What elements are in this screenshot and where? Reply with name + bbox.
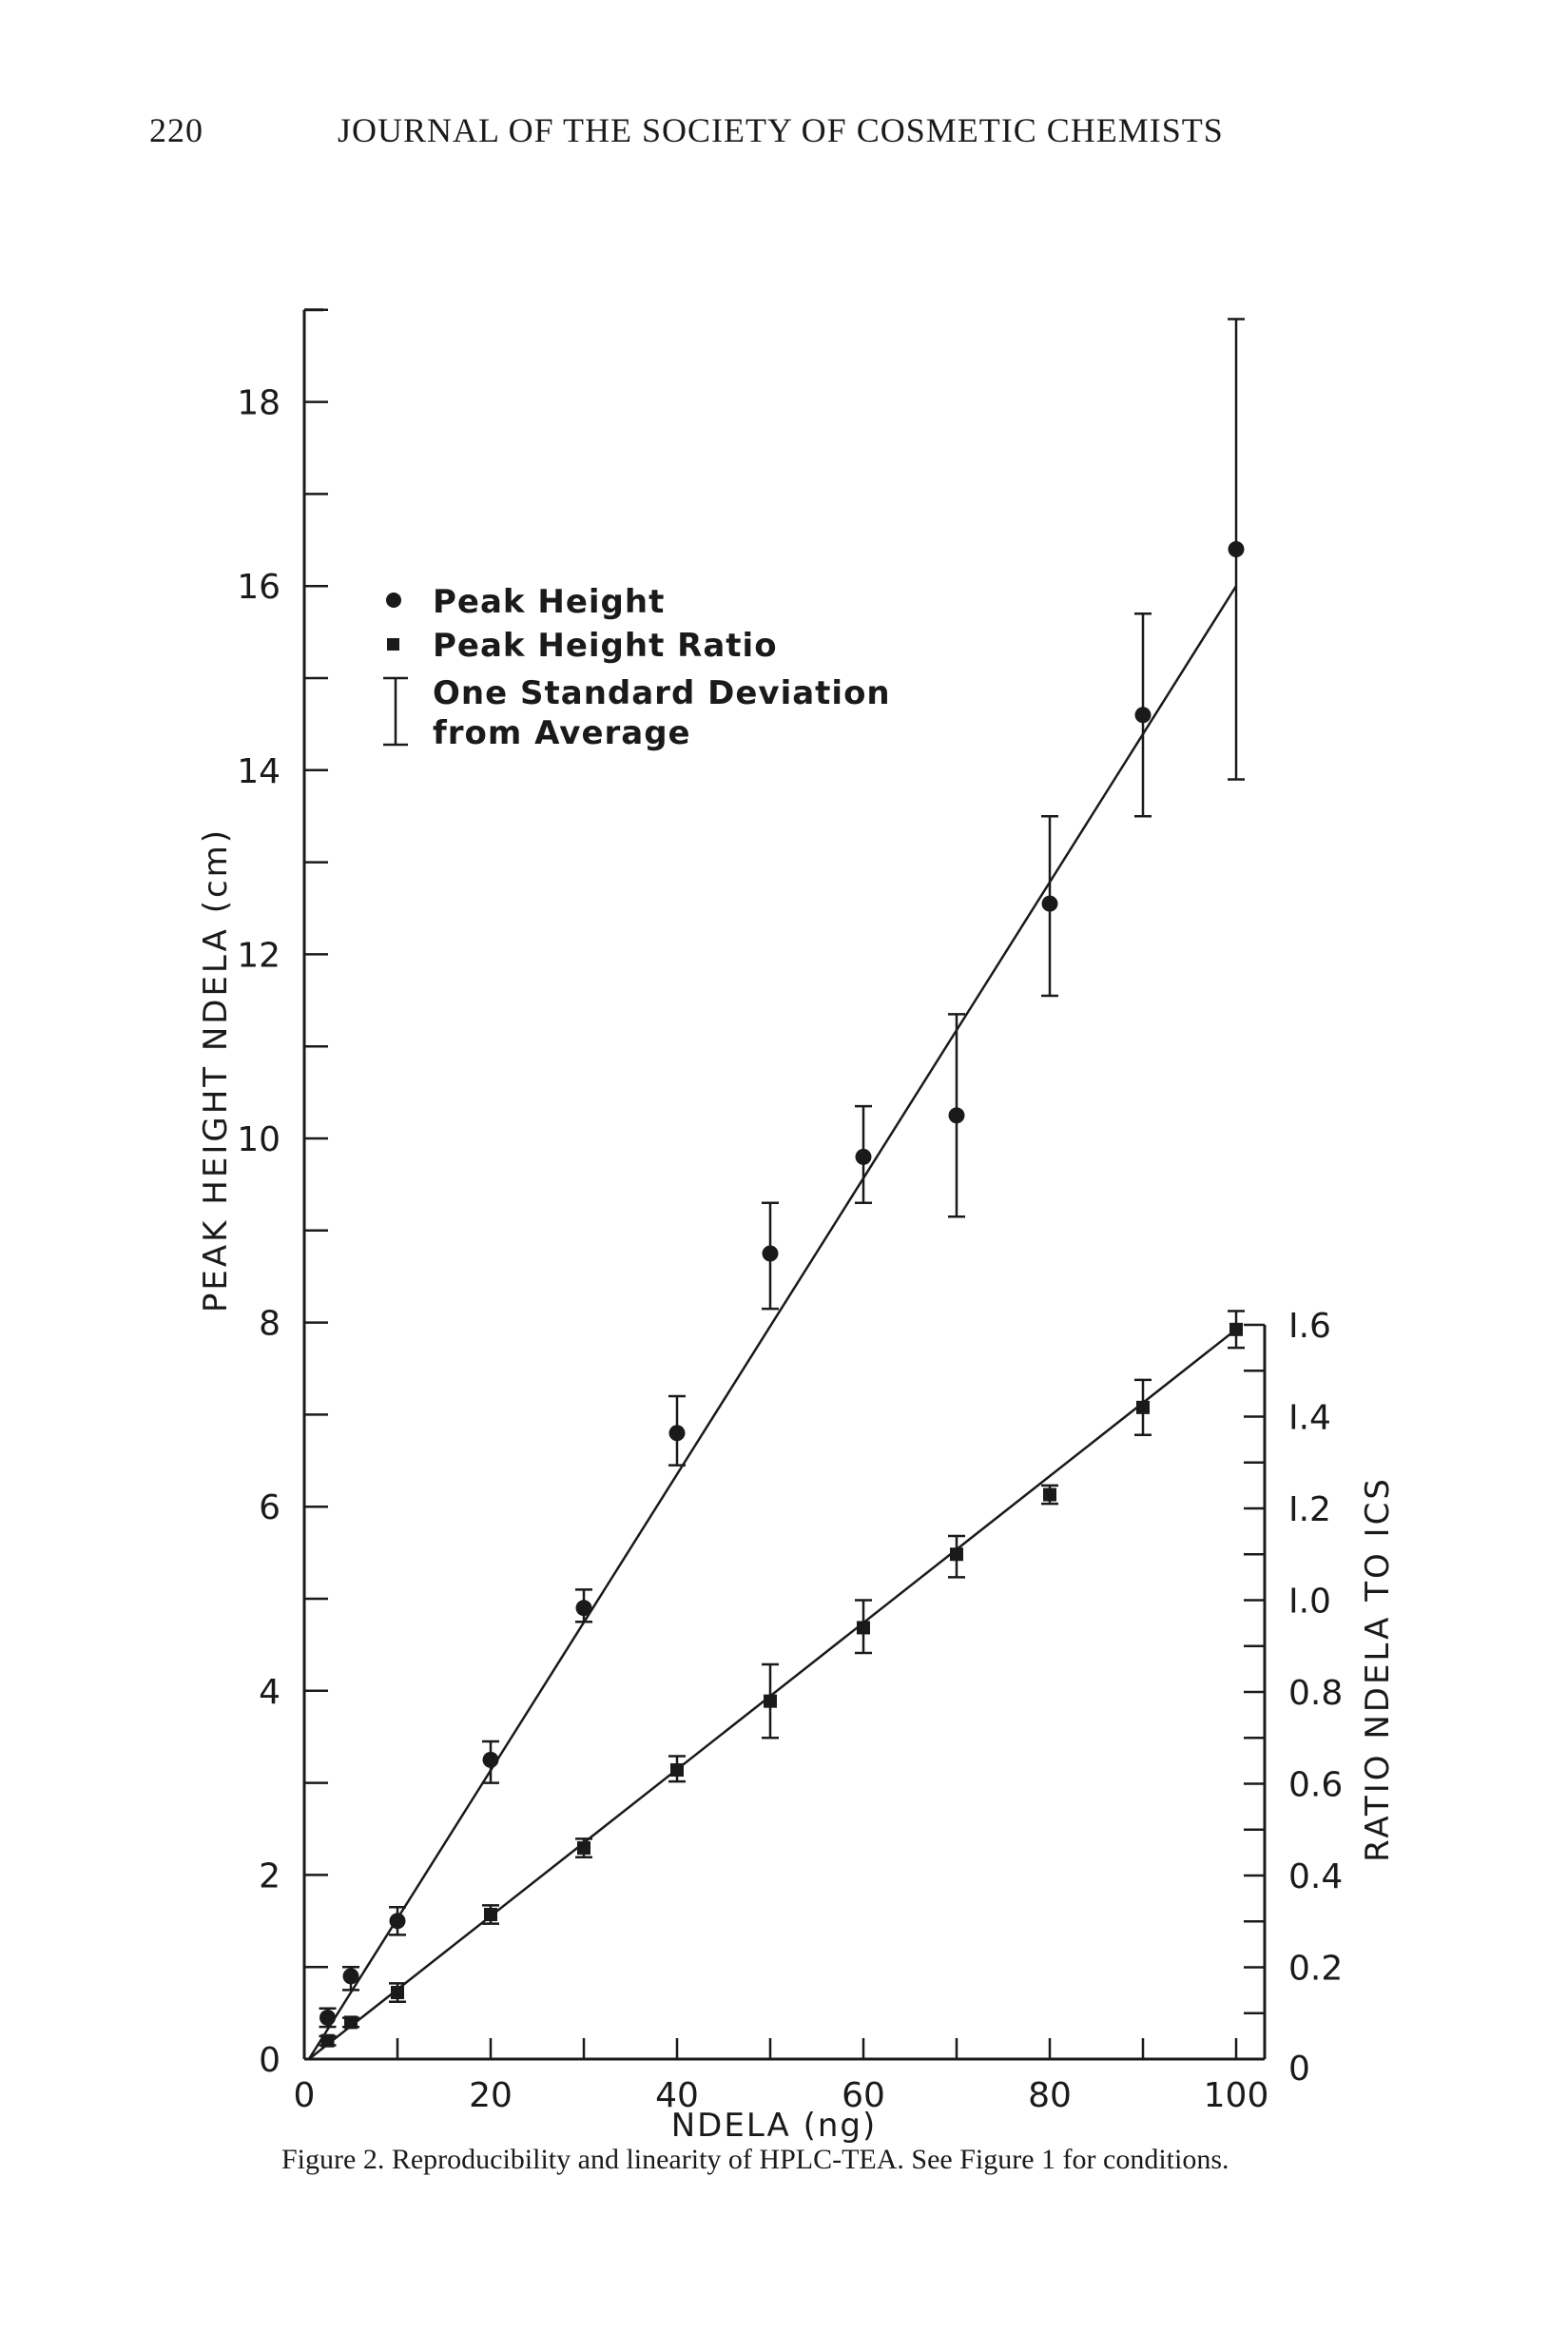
- y-right-tick-label: I.6: [1288, 1307, 1331, 1346]
- data-point-square: [764, 1695, 777, 1708]
- x-tick-label: 60: [842, 2076, 885, 2115]
- legend-label-std-dev-line1: One Standard Deviation: [433, 674, 891, 712]
- data-point-square: [670, 1763, 684, 1777]
- legend-square-marker: [387, 638, 399, 651]
- tick-labels: [237, 384, 1343, 2115]
- data-point-circle: [1135, 707, 1152, 723]
- figure-caption-text: Reproducibility and linearity of HPLC-TEA. See Figure 1 for conditions.: [391, 2144, 1229, 2175]
- fit-line: [309, 586, 1236, 2059]
- axes: [304, 310, 1265, 2059]
- y-right-tick-label: 0.6: [1288, 1765, 1344, 1805]
- data-point-square: [1229, 1323, 1243, 1336]
- figure-caption: [281, 2144, 1518, 2176]
- y-right-tick-label: 0: [1288, 2050, 1310, 2089]
- data-point-square: [857, 1621, 870, 1634]
- y-left-tick-label: 2: [259, 1856, 281, 1896]
- data-point-circle: [319, 2010, 336, 2026]
- data-point-circle: [949, 1107, 965, 1123]
- y-right-tick-label: 0.4: [1288, 1857, 1344, 1896]
- x-tick-label: 20: [469, 2076, 513, 2115]
- data-point-square: [321, 2034, 335, 2048]
- y-left-tick-label: 12: [237, 936, 281, 976]
- error-bars: [319, 319, 1246, 2045]
- x-tick-label: 100: [1203, 2076, 1269, 2115]
- y-right-tick-label: I.4: [1288, 1398, 1331, 1438]
- legend-label-std-dev-line2: from Average: [433, 714, 691, 752]
- data-point-circle: [763, 1246, 779, 1262]
- data-point-square: [577, 1841, 590, 1855]
- y-left-tick-label: 14: [237, 751, 281, 791]
- x-tick-label: 80: [1028, 2076, 1072, 2115]
- data-point-circle: [576, 1600, 592, 1616]
- y-left-tick-label: 10: [237, 1120, 281, 1159]
- y-left-tick-label: 8: [259, 1304, 281, 1344]
- y-left-tick-label: 16: [237, 568, 281, 608]
- data-point-circle: [343, 1968, 359, 1984]
- data-point-square: [1136, 1401, 1150, 1414]
- y-right-tick-label: 0.8: [1288, 1674, 1344, 1713]
- y-left-tick-label: 6: [259, 1488, 281, 1528]
- data-point-square: [484, 1908, 497, 1921]
- y-left-axis-label: PEAK HEIGHT NDELA (cm): [197, 826, 235, 1313]
- data-point-circle: [390, 1913, 406, 1929]
- data-point-circle: [483, 1752, 499, 1768]
- legend-label-peak-height: Peak Height: [433, 583, 666, 621]
- y-left-tick-label: 4: [259, 1672, 281, 1712]
- tick-marks: [304, 310, 1265, 2059]
- data-point-circle: [1229, 541, 1245, 557]
- x-tick-label: 0: [293, 2076, 316, 2115]
- y-right-tick-label: I.0: [1288, 1582, 1331, 1622]
- x-tick-label: 40: [655, 2076, 699, 2115]
- fit-lines: [309, 586, 1236, 2059]
- figure-label: Figure 2.: [281, 2144, 385, 2175]
- y-right-tick-label: I.2: [1288, 1490, 1331, 1529]
- fit-line: [309, 1330, 1236, 2059]
- data-point-square: [391, 1986, 404, 1999]
- data-point-circle: [856, 1149, 872, 1165]
- y-left-tick-label: 0: [259, 2041, 281, 2080]
- legend-error-bar-icon: [383, 678, 408, 745]
- y-right-tick-label: 0.2: [1288, 1949, 1344, 1989]
- x-axis-label: NDELA (ng): [670, 2107, 878, 2145]
- data-point-square: [344, 2015, 358, 2029]
- data-point-square: [1043, 1488, 1056, 1502]
- data-point-circle: [669, 1425, 686, 1441]
- y-right-axis-label: RATIO NDELA TO ICS: [1359, 1476, 1397, 1862]
- journal-title: JOURNAL OF THE SOCIETY OF COSMETIC CHEMISTS: [338, 111, 1224, 149]
- y-left-tick-label: 18: [237, 383, 281, 423]
- data-point-square: [950, 1547, 963, 1561]
- legend: [383, 583, 891, 752]
- legend-circle-marker: [386, 593, 401, 608]
- page-number: 220: [149, 111, 203, 149]
- legend-label-peak-height-ratio: Peak Height Ratio: [433, 627, 778, 665]
- data-point-circle: [1042, 896, 1058, 912]
